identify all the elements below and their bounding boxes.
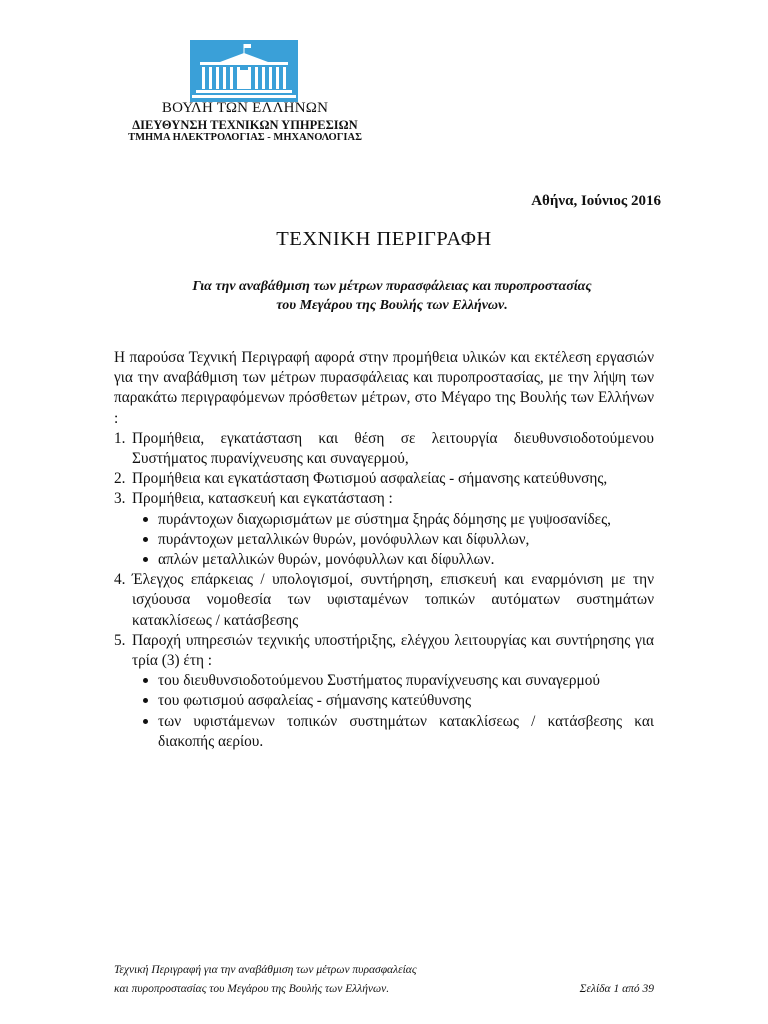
organization-name: ΒΟΥΛΗ ΤΩΝ ΕΛΛΗΝΩΝ [161,100,329,116]
document-title: ΤΕΧΝΙΚΗ ΠΕΡΙΓΡΑΦΗ [276,228,492,250]
scope-list [114,429,654,752]
page-number: Σελίδα 1 από 39 [579,983,654,995]
parliament-building-icon [190,40,298,102]
subtitle-line-1: Για την αναβάθμιση των μέτρων πυρασφάλειας και πυροπροστασίας [192,279,592,294]
sub-list [132,671,654,752]
item-number: 2. [114,470,126,488]
item-text: Παροχή υπηρεσιών τεχνικής υποστήριξης, ελέγχου λειτουργίας και συντήρησης για τρία (3) έτη : [132,631,654,670]
subtitle-line-2: του Μεγάρου της Βουλής των Ελλήνων. [276,298,508,313]
bullet-item: του φωτισμού ασφαλείας - σήμανσης κατεύθυνσης [142,691,654,711]
footer-line-2: και πυροπροστασίας του Μεγάρου της Βουλής των Ελλήνων. [114,983,390,995]
item-text: Προμήθεια, κατασκευή και εγκατάσταση : [132,490,393,508]
list-item [114,429,654,469]
footer-line-1: Τεχνική Περιγραφή για την αναβάθμιση των μέτρων πυρασφαλείας [114,964,417,976]
item-number: 5. [114,631,126,649]
item-text: Προμήθεια, εγκατάσταση και θέση σε λειτουργία διευθυνσιοδοτούμενου Συστήματος πυρανίχνευσης και συναγερμού, [132,429,654,468]
list-item [114,631,654,752]
bullet-item: του διευθυνσιοδοτούμενου Συστήματος πυρανίχνευσης και συναγερμού [142,671,654,691]
item-number: 4. [114,571,126,589]
document-body [114,348,654,752]
list-item [114,469,654,489]
item-text: Προμήθεια και εγκατάσταση Φωτισμού ασφαλείας - σήμανσης κατεύθυνσης, [132,470,608,488]
item-number: 3. [114,490,126,508]
bullet-item: απλών μεταλλικών θυρών, μονόφυλλων και δίφυλλων. [142,550,654,570]
page-footer [114,961,654,999]
bullet-item: πυράντοχων διαχωρισμάτων με σύστημα ξηράς δόμησης με γυψοσανίδες, [142,510,654,530]
sub-list [132,510,654,571]
item-text: Έλεγχος επάρκειας / υπολογισμοί, συντήρηση, επισκευή και εναρμόνιση με την ισχύουσα νομοθεσία των υφισταμένων τοπικών αυτόματων συστημάτων κατακλίσεως / κατάσβεσης [132,571,654,629]
list-item [114,570,654,631]
date-line: Αθήνα, Ιούνιος 2016 [531,193,661,209]
intro-paragraph: Η παρούσα Τεχνική Περιγραφή αφορά στην προμήθεια υλικών και εκτέλεση εργασιών για την αναβάθμιση των μέτρων πυρασφάλειας και πυροπροστασίας, με την λήψη των παρακάτω περιγραφόμενων πρόσθετων μέτρων, στο Μέγαρο της Βουλής των Ελλήνων : [114,349,654,427]
bullet-item: των υφιστάμενων τοπικών συστημάτων κατακλίσεως / κατάσβεσης και διακοπής αερίου. [142,712,654,752]
department-name: ΤΜΗΜΑ ΗΛΕΚΤΡΟΛΟΓΙΑΣ - ΜΗΧΑΝΟΛΟΓΙΑΣ [128,132,362,143]
bullet-item: πυράντοχων μεταλλικών θυρών, μονόφυλλων και δίφυλλων, [142,530,654,550]
directorate-name: ΔΙΕΥΘΥΝΣΗ ΤΕΧΝΙΚΩΝ ΥΠΗΡΕΣΙΩΝ [132,118,358,132]
document-subtitle [0,277,768,315]
list-item [114,489,654,570]
item-number: 1. [114,429,126,447]
